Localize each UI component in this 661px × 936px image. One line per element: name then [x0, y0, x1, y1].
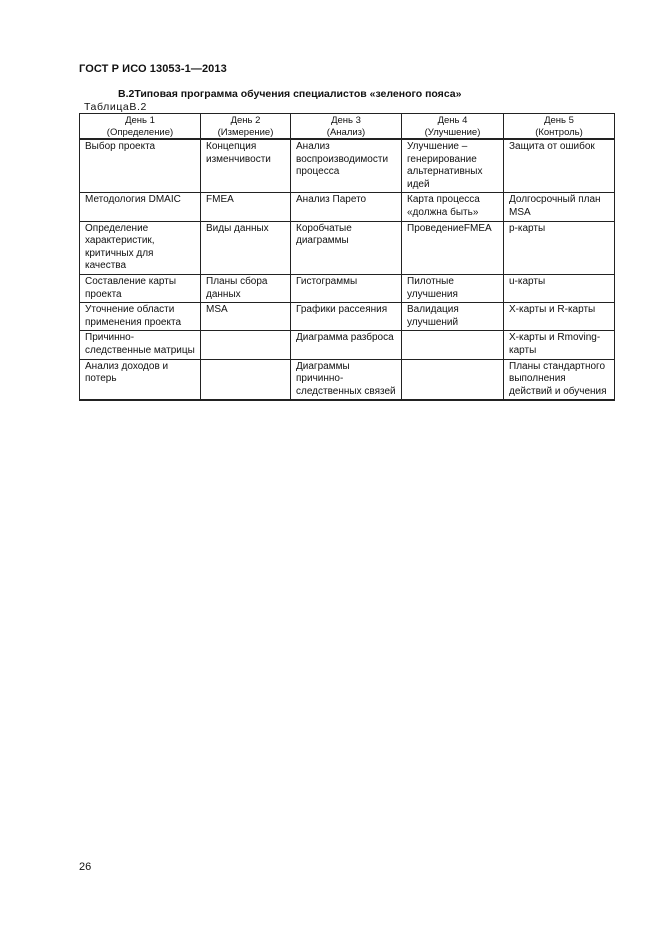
document-code: ГОСТ Р ИСО 13053-1—2013	[79, 63, 227, 75]
table-cell	[201, 331, 291, 359]
table-cell: Графики рассеяния	[291, 303, 402, 331]
table-label: ТаблицаВ.2	[84, 101, 147, 113]
table-cell: Диаграммы причинно-следственных связей	[291, 359, 402, 400]
page-number: 26	[79, 861, 92, 873]
training-program-table	[79, 113, 615, 401]
table-row	[80, 359, 615, 400]
table-cell: Защита от ошибок	[504, 139, 615, 193]
column-header-day-4	[402, 114, 504, 140]
table-row	[80, 139, 615, 193]
table-cell: Гистограммы	[291, 274, 402, 302]
column-day-label: День 5	[544, 115, 574, 126]
column-phase-label: (Контроль)	[535, 126, 583, 138]
column-header-day-5	[504, 114, 615, 140]
table-cell: Выбор проекта	[80, 139, 201, 193]
table-cell: Пилотные улучшения	[402, 274, 504, 302]
table-row	[80, 193, 615, 221]
table-row	[80, 274, 615, 302]
column-phase-label: (Улучшение)	[424, 126, 481, 138]
table-cell: MSA	[201, 303, 291, 331]
column-day-label: День 4	[437, 115, 468, 126]
table-cell: Диаграмма разброса	[291, 331, 402, 359]
table-cell: Планы сбора данных	[201, 274, 291, 302]
table-cell: Долгосрочный план MSA	[504, 193, 615, 221]
column-phase-label: (Определение)	[106, 126, 174, 138]
table-cell: Концепция изменчивости	[201, 139, 291, 193]
table-cell: Методология DMAIC	[80, 193, 201, 221]
table-cell: Коробчатые диаграммы	[291, 221, 402, 274]
table-cell: Виды данных	[201, 221, 291, 274]
table-cell: Улучшение – генерирование альтернативных идей	[402, 139, 504, 193]
table-cell: Причинно-следственные матрицы	[80, 331, 201, 359]
table-cell: Анализ доходов и потерь	[80, 359, 201, 400]
table-cell: p-карты	[504, 221, 615, 274]
table-cell: X-карты и Rmoving-карты	[504, 331, 615, 359]
column-phase-label: (Анализ)	[326, 126, 366, 138]
table-cell: Валидация улучшений	[402, 303, 504, 331]
column-header-day-1	[80, 114, 201, 140]
table-row	[80, 221, 615, 274]
section-title: В.2Типовая программа обучения специалистов «зеленого пояса»	[118, 88, 462, 100]
column-day-label: День 2	[230, 115, 261, 126]
column-day-label: День 3	[331, 115, 361, 126]
column-header-day-2	[201, 114, 291, 140]
column-header-day-3	[291, 114, 402, 140]
table-header-row	[80, 114, 615, 140]
table-cell: FMEA	[201, 193, 291, 221]
table-cell: ПроведениеFMEA	[402, 221, 504, 274]
table-row	[80, 303, 615, 331]
table-cell: Составление карты проекта	[80, 274, 201, 302]
table-cell	[201, 359, 291, 400]
table-cell: Определение характеристик, критичных для качества	[80, 221, 201, 274]
table-cell	[402, 331, 504, 359]
column-day-label: День 1	[125, 115, 155, 126]
table-cell	[402, 359, 504, 400]
table-row	[80, 331, 615, 359]
table-cell: Карта процесса «должна быть»	[402, 193, 504, 221]
table-cell: Анализ Парето	[291, 193, 402, 221]
table-cell: u-карты	[504, 274, 615, 302]
table-cell: X-карты и R-карты	[504, 303, 615, 331]
table-cell: Планы стандартного выполнения действий и обучения	[504, 359, 615, 400]
table-cell: Анализ воспроизводимости процесса	[291, 139, 402, 193]
table-cell: Уточнение области применения проекта	[80, 303, 201, 331]
column-phase-label: (Измерение)	[217, 126, 274, 138]
